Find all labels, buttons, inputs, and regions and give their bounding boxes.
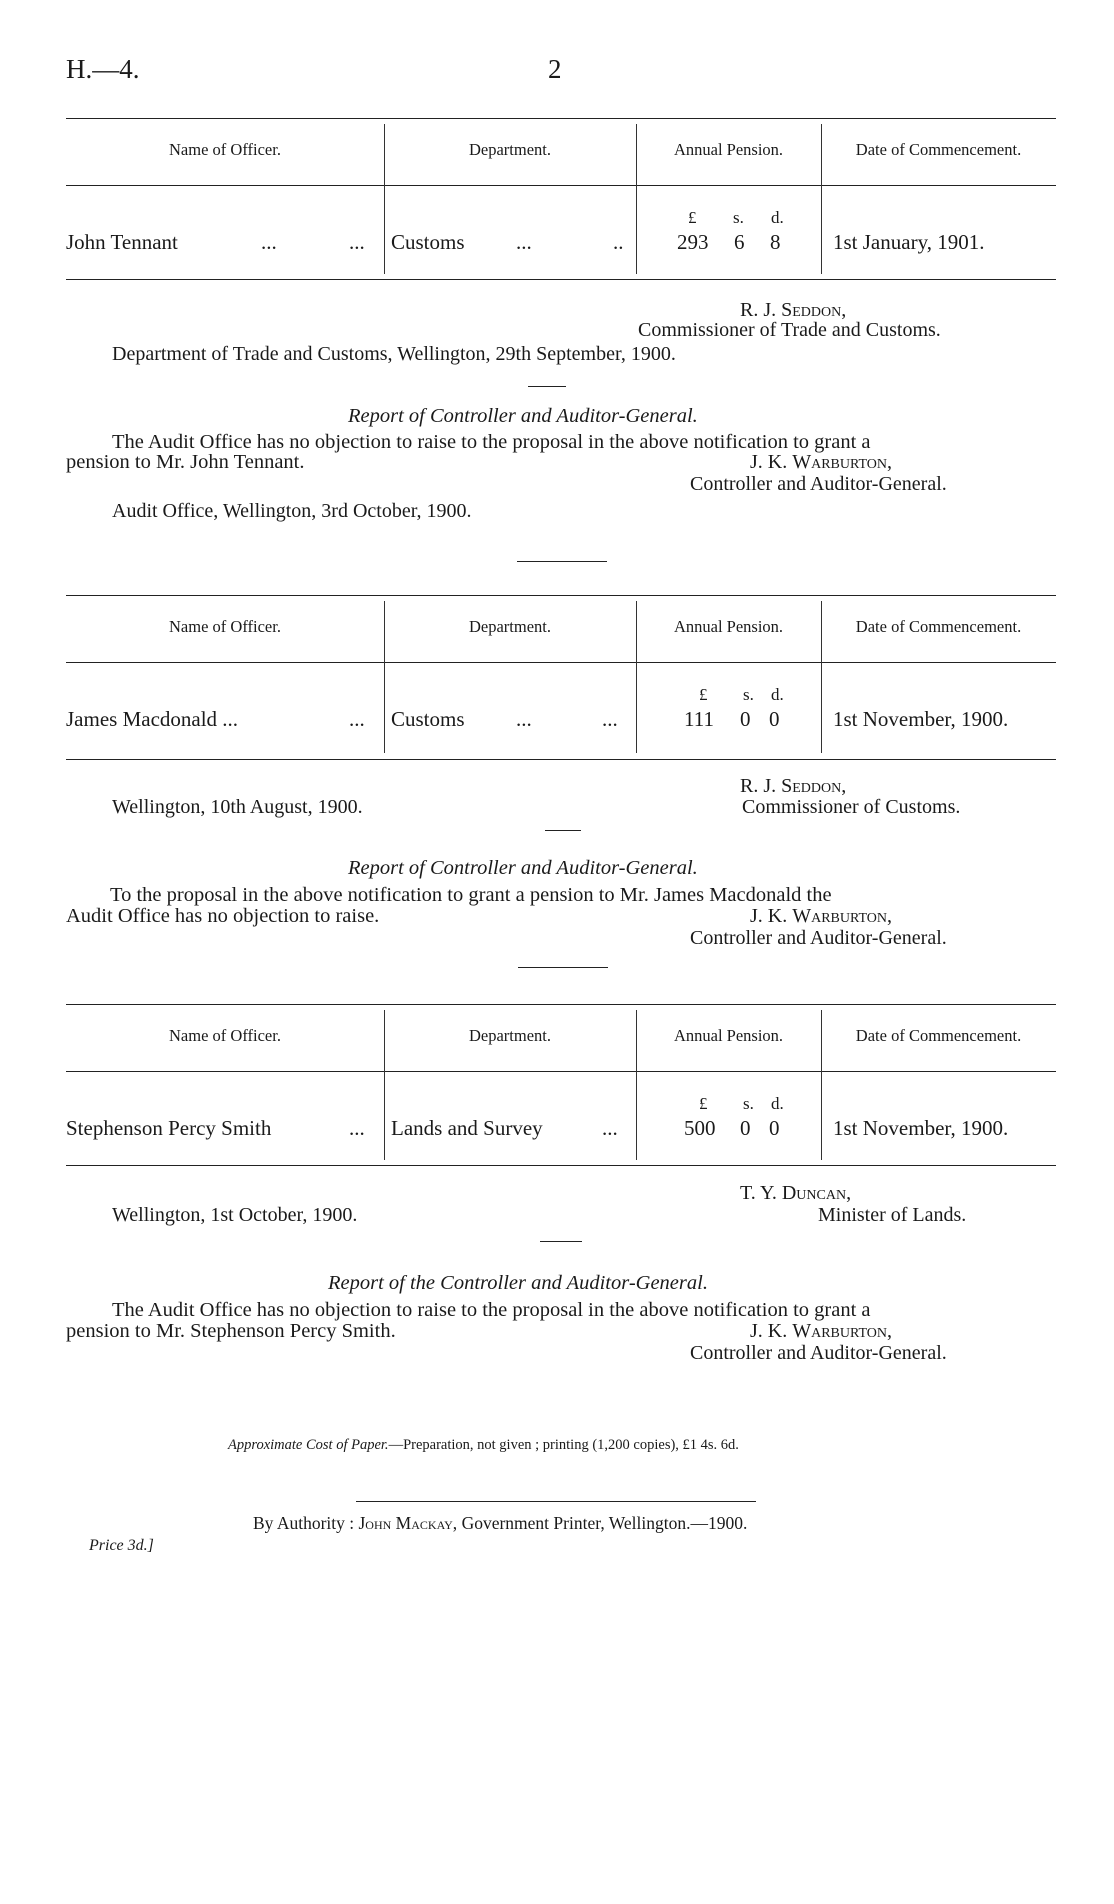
auditor-title: Controller and Auditor-General.: [690, 1342, 947, 1364]
leader-dots: ...: [349, 707, 365, 731]
pension-pounds: 500: [684, 1116, 716, 1140]
table-rule-header: [66, 662, 1056, 663]
officer-name: Stephenson Percy Smith: [66, 1116, 272, 1140]
auditor-name: J. K. Warburton,: [750, 451, 893, 473]
table-rule-bottom: [66, 759, 1056, 760]
unit-pence: d.: [771, 685, 784, 704]
signatory-name: R. J. Seddon,: [740, 299, 847, 321]
commencement-date: 1st January, 1901.: [833, 230, 985, 254]
pension-table-1: [66, 118, 1056, 283]
signatory-name: T. Y. Duncan,: [740, 1182, 852, 1204]
leader-dots: ...: [602, 707, 618, 731]
unit-pounds: £: [688, 208, 697, 227]
report-text-line: pension to Mr. John Tennant.: [66, 451, 305, 473]
report-heading: Report of the Controller and Auditor-General.: [328, 1272, 708, 1294]
department-name: Customs: [391, 707, 465, 731]
place-and-date: Wellington, 10th August, 1900.: [112, 796, 363, 818]
signatory-title: Commissioner of Trade and Customs.: [638, 319, 941, 341]
unit-shillings: s.: [743, 1094, 754, 1113]
table-rule-header: [66, 185, 1056, 186]
pension-pounds: 293: [677, 230, 709, 254]
header-name-of-officer: Name of Officer.: [169, 140, 281, 159]
footer-rule: [356, 1501, 756, 1502]
auditor-name: J. K. Warburton,: [750, 1320, 893, 1342]
approximate-cost-note: Approximate Cost of Paper.—Preparation, not given ; printing (1,200 copies), £1 4s. 6d.: [228, 1437, 739, 1453]
unit-shillings: s.: [743, 685, 754, 704]
header-date-of-commencement: Date of Commencement.: [855, 1026, 1022, 1045]
section-divider: [517, 561, 607, 562]
report-text-line: pension to Mr. Stephenson Percy Smith.: [66, 1320, 396, 1342]
section-divider: [528, 386, 566, 387]
page-number: 2: [548, 54, 562, 84]
leader-dots: ...: [516, 707, 532, 731]
commencement-date: 1st November, 1900.: [833, 707, 1009, 731]
printer-authority: By Authority : John Mackay, Government Printer, Wellington.—1900.: [253, 1513, 748, 1533]
header-annual-pension: Annual Pension.: [673, 617, 784, 636]
auditor-name: J. K. Warburton,: [750, 905, 893, 927]
header-date-of-commencement: Date of Commencement.: [855, 617, 1022, 636]
place-and-date: Department of Trade and Customs, Wellington, 29th September, 1900.: [112, 343, 676, 365]
audit-place-date: Audit Office, Wellington, 3rd October, 1900.: [112, 500, 472, 522]
leader-dots: ...: [349, 1116, 365, 1140]
header-department: Department.: [468, 617, 551, 636]
pension-shillings: 6: [734, 230, 745, 254]
officer-name: James Macdonald ...: [66, 707, 239, 731]
table-rule-top: [66, 1004, 1056, 1005]
pension-pence: 0: [769, 707, 780, 731]
unit-pence: d.: [771, 1094, 784, 1113]
signatory-title: Commissioner of Customs.: [742, 796, 961, 818]
table-rule-header: [66, 1071, 1056, 1072]
header-name-of-officer: Name of Officer.: [169, 617, 281, 636]
leader-dots: ...: [516, 230, 532, 254]
price-note: Price 3d.]: [89, 1537, 154, 1554]
department-name: Lands and Survey: [391, 1116, 543, 1140]
table-rule-top: [66, 118, 1056, 119]
table-rule-top: [66, 595, 1056, 596]
signatory-title: Minister of Lands.: [818, 1204, 967, 1226]
report-text-line: Audit Office has no objection to raise.: [66, 905, 380, 927]
signatory-name: R. J. Seddon,: [740, 775, 847, 797]
table-rule-bottom: [66, 1165, 1056, 1166]
unit-pounds: £: [699, 1094, 708, 1113]
unit-pounds: £: [699, 685, 708, 704]
header-department: Department.: [468, 140, 551, 159]
pension-shillings: 0: [740, 707, 751, 731]
header-department: Department.: [468, 1026, 551, 1045]
pension-pence: 8: [770, 230, 781, 254]
unit-pence: d.: [771, 208, 784, 227]
leader-dots: ...: [602, 1116, 618, 1140]
department-name: Customs: [391, 230, 465, 254]
report-text-line: To the proposal in the above notification to grant a pension to Mr. James Macdonald the: [110, 884, 832, 906]
header-annual-pension: Annual Pension.: [673, 1026, 784, 1045]
header-date-of-commencement: Date of Commencement.: [855, 140, 1022, 159]
leader-dots: ...: [349, 230, 365, 254]
section-divider: [545, 830, 581, 831]
pension-table-3: [66, 1004, 1056, 1169]
place-and-date: Wellington, 1st October, 1900.: [112, 1204, 358, 1226]
leader-dots: ..: [613, 230, 624, 254]
section-divider: [540, 1241, 582, 1242]
auditor-title: Controller and Auditor-General.: [690, 927, 947, 949]
report-heading: Report of Controller and Auditor-General.: [348, 405, 698, 427]
auditor-title: Controller and Auditor-General.: [690, 473, 947, 495]
pension-table-2: [66, 595, 1056, 760]
parliamentary-paper-code: H.—4.: [66, 54, 140, 84]
table-rule-bottom: [66, 279, 1056, 280]
report-text-line: The Audit Office has no objection to raise to the proposal in the above notification to grant a: [112, 431, 871, 453]
unit-shillings: s.: [733, 208, 744, 227]
report-heading: Report of Controller and Auditor-General.: [348, 857, 698, 879]
report-text-line: The Audit Office has no objection to raise to the proposal in the above notification to grant a: [112, 1299, 871, 1321]
header-annual-pension: Annual Pension.: [673, 140, 784, 159]
leader-dots: ...: [261, 230, 277, 254]
section-divider: [518, 967, 608, 968]
pension-shillings: 0: [740, 1116, 751, 1140]
pension-pounds: 111: [684, 707, 714, 731]
pension-pence: 0: [769, 1116, 780, 1140]
header-name-of-officer: Name of Officer.: [169, 1026, 281, 1045]
commencement-date: 1st November, 1900.: [833, 1116, 1009, 1140]
officer-name: John Tennant: [66, 230, 178, 254]
